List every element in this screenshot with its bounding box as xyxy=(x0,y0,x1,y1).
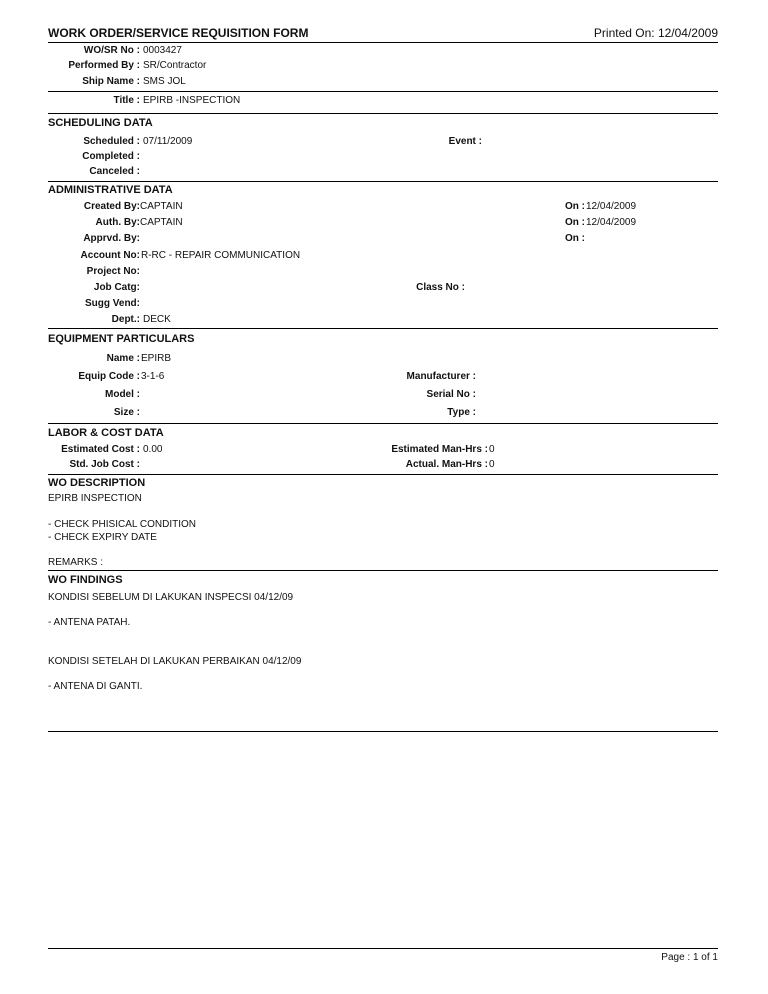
auth-label: Auth. By: xyxy=(95,217,140,228)
project-label: Project No: xyxy=(86,266,140,277)
created-label: Created By: xyxy=(83,201,140,212)
divider xyxy=(48,181,718,182)
account-label: Account No: xyxy=(80,250,140,261)
account-value: R-RC - REPAIR COMMUNICATION xyxy=(141,250,301,261)
scheduled-label: Scheduled : xyxy=(83,136,140,147)
size-label: Size : xyxy=(113,407,140,418)
name-value: EPIRB xyxy=(141,353,172,364)
equipment-heading: EQUIPMENT PARTICULARS xyxy=(48,333,195,345)
findings-heading: WO FINDINGS xyxy=(48,574,123,586)
created-value: CAPTAIN xyxy=(140,201,183,212)
description-line: - CHECK EXPIRY DATE xyxy=(48,532,157,543)
divider xyxy=(48,423,718,424)
est-hrs-label: Estimated Man-Hrs : xyxy=(391,444,488,455)
findings-line: - ANTENA PATAH. xyxy=(48,617,131,628)
on1-value: 12/04/2009 xyxy=(586,201,637,212)
divider xyxy=(48,113,718,114)
serial-label: Serial No : xyxy=(426,389,476,400)
scheduling-heading: SCHEDULING DATA xyxy=(48,117,153,129)
wo-value: 0003427 xyxy=(143,45,182,56)
code-value: 3-1-6 xyxy=(141,371,165,382)
divider xyxy=(48,570,718,571)
remarks-label: REMARKS : xyxy=(48,557,104,568)
wo-label: WO/SR No : xyxy=(83,45,140,56)
description-line: - CHECK PHISICAL CONDITION xyxy=(48,519,196,530)
admin-heading: ADMINISTRATIVE DATA xyxy=(48,184,173,196)
header-rule xyxy=(48,42,718,43)
performed-value: SR/Contractor xyxy=(143,60,207,71)
name-label: Name : xyxy=(106,353,140,364)
findings-line: - ANTENA DI GANTI. xyxy=(48,681,143,692)
description-heading: WO DESCRIPTION xyxy=(48,477,146,489)
code-label: Equip Code : xyxy=(78,371,140,382)
type-label: Type : xyxy=(447,407,476,418)
jobcatg-label: Job Catg: xyxy=(93,282,140,293)
act-hrs-value: 0 xyxy=(489,459,495,470)
manufacturer-label: Manufacturer : xyxy=(406,371,476,382)
std-cost-label: Std. Job Cost : xyxy=(69,459,140,470)
est-cost-value: 0.00 xyxy=(143,444,163,455)
printed-on: Printed On: 12/04/2009 xyxy=(593,26,718,40)
divider xyxy=(48,328,718,329)
completed-label: Completed : xyxy=(82,151,140,162)
divider xyxy=(48,731,718,732)
page-number: Page : 1 of 1 xyxy=(661,952,718,963)
findings-line: KONDISI SETELAH DI LAKUKAN PERBAIKAN 04/12/09 xyxy=(48,656,302,667)
suggvend-label: Sugg Vend: xyxy=(85,298,140,309)
title-label: Title : xyxy=(113,95,140,106)
auth-value: CAPTAIN xyxy=(140,217,183,228)
divider xyxy=(48,474,718,475)
on2-value: 12/04/2009 xyxy=(586,217,637,228)
on2-label: On : xyxy=(565,217,585,228)
divider xyxy=(48,91,718,92)
labor-heading: LABOR & COST DATA xyxy=(48,427,164,439)
event-label: Event : xyxy=(448,136,482,147)
on3-label: On : xyxy=(565,233,585,244)
ship-value: SMS JOL xyxy=(143,76,186,87)
footer-rule xyxy=(48,948,718,949)
on1-label: On : xyxy=(565,201,585,212)
dept-value: DECK xyxy=(143,314,171,325)
findings-line: KONDISI SEBELUM DI LAKUKAN INSPECSI 04/12/09 xyxy=(48,592,294,603)
performed-label: Performed By : xyxy=(68,60,140,71)
model-label: Model : xyxy=(105,389,140,400)
form-title: WORK ORDER/SERVICE REQUISITION FORM xyxy=(48,26,309,40)
scheduled-value: 07/11/2009 xyxy=(143,136,193,147)
canceled-label: Canceled : xyxy=(89,166,140,177)
est-hrs-value: 0 xyxy=(489,444,495,455)
act-hrs-label: Actual. Man-Hrs : xyxy=(405,459,488,470)
est-cost-label: Estimated Cost : xyxy=(61,444,140,455)
ship-label: Ship Name : xyxy=(82,76,140,87)
apprvd-label: Apprvd. By: xyxy=(83,233,140,244)
dept-label: Dept.: xyxy=(111,314,140,325)
classno-label: Class No : xyxy=(416,282,465,293)
description-line: EPIRB INSPECTION xyxy=(48,493,142,504)
title-value: EPIRB -INSPECTION xyxy=(143,95,241,106)
